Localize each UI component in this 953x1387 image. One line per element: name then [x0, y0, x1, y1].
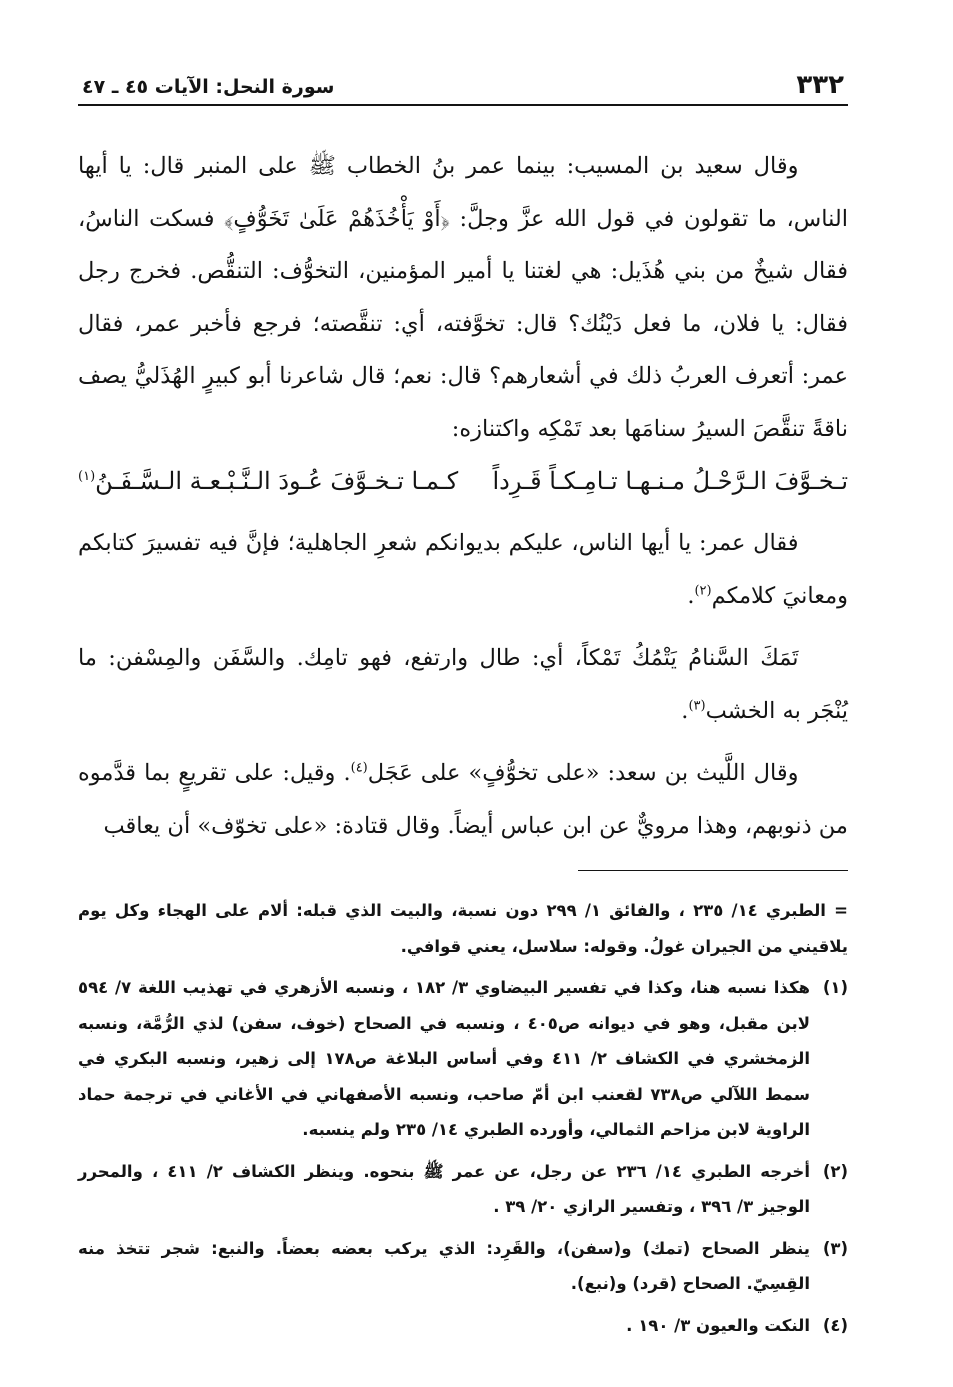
paragraph-3: [78, 632, 848, 737]
paragraph-4-text-b: . وقيل: على تقريعٍ بما قدَّموه من ذنوبهم، وهذا مرويٌّ عن ابن عباس أيضاً. وقال قتادة: «على تخوّف» أن يعاقب: [78, 760, 848, 839]
poem-verse: [78, 455, 848, 507]
poem-second-hemistich-wrap: [78, 455, 458, 507]
footnote-3: [78, 1231, 848, 1302]
footnote-ref-1: (١): [78, 469, 96, 484]
footnote-ref-2: (٢): [694, 583, 712, 598]
page-header: [78, 62, 848, 106]
paragraph-2: [78, 517, 848, 622]
footnote-continuation-text: = الطبري ١٤/ ٢٣٥ ، والفائق ١/ ٢٩٩ دون نسبة، والبيت الذي قبله: ألام على الهجاء وكل يوم يلاقيني من الجيران غولُ. وقوله: سلاسل، يعني قوافي.: [78, 901, 848, 956]
footnote-1: [78, 970, 848, 1148]
footnote-text: هكذا نسبه هنا، وكذا في تفسير البيضاوي ٣/ ١٨٢ ، ونسبه الأزهري في تهذيب اللغة ٧/ ٥٩٤ لابن مقبل، وهو في ديوانه ص٤٠٥ ، ونسبه في الصحاح (خوف، سفن) لذي الرُّمَّة، ونسبه الزمخشري في الكشاف ٢/ ٤١١ وفي أساس البلاغة ص١٧٨ إلى زهير، ونسبه البكري في سمط اللآلي ص٧٣٨ لقعنب ابن أمّ صاحب، ونسبه الأصفهاني في الأغاني في ترجمة حماد الراوية لابن مزاحم الثمالي، وأورده الطبري ١٤/ ٢٣٥ ولم ينسبه.: [78, 978, 810, 1139]
footnote-text: أخرجه الطبري ١٤/ ٢٣٦ عن رجل، عن عمر ﷺ بنحوه. وينظر الكشاف ٢/ ٤١١ ، والمحرر الوجيز ٣/ ٣٩٦ ، وتفسير الرازي ٢٠/ ٣٩ .: [78, 1161, 810, 1216]
poem-first-hemistich: تـخـوَّفَ الـرَّحْـلُ مـنـهـا تـامِـكـاً قَـرِداً: [492, 467, 848, 495]
footnote-separator: [578, 870, 848, 871]
footnote-text: ينظر الصحاح (تمك) و(سفن)، والقَرِد: الذي يركب بعضه بعضاً. والنبع: شجر تتخذ منه القِسِيّ. الصحاح (قرد) و(نبع).: [78, 1238, 810, 1293]
footnotes: [78, 893, 848, 1343]
footnote-number: (٢): [822, 1161, 848, 1181]
paragraph-1: وقال سعيد بن المسيب: بينما عمر بنُ الخطاب ﷺ على المنبر قال: يا أيها الناس، ما تقولون في قول الله عزَّ وجلَّ: ﴿أَوْ يَأْخُذَهُمْ عَلَىٰ تَخَوُّفٍ﴾ فسكت الناسُ، فقال شيخٌ من بني هُذَيل: هي لغتنا يا أمير المؤمنين، التخوُّف: التنقُّص. فخرج رجل فقال: يا فلان، ما فعل دَيْنُك؟ قال: تخوَّفته، أي: تنقَّصته؛ فرجع فأخبر عمر، فقال عمر: أتعرف العربُ ذلك في أشعارهم؟ قال: نعم؛ قال شاعرنا أبو كبيرٍ الهُذَليُّ يصف ناقةً تنقَّصَ السيرُ سنامَها بعد تَمْكِه واكتنازه:: [78, 153, 848, 442]
footnote-number: (١): [822, 978, 848, 997]
footnote-ref-3: (٣): [688, 698, 706, 713]
running-title: سورة النحل: الآيات ٤٥ ـ ٤٧: [82, 76, 335, 98]
paragraph-4: [78, 747, 848, 852]
poem-second-hemistich: كـمـا تـخـوَّفَ عُـودَ الـنَّـبْـعـة الـسَّـفَـنُ: [95, 467, 459, 495]
footnote-continuation: [78, 893, 848, 964]
footnote-text: النكت والعيون ٣/ ١٩٠ .: [626, 1315, 810, 1335]
footnote-ref-4: (٤): [350, 760, 368, 776]
paragraph-3-end: .: [681, 697, 689, 724]
paragraph-2-end: .: [687, 582, 695, 609]
page-number: ٣٣٢: [796, 70, 844, 100]
paragraph-2-text: فقال عمر: يا أيها الناس، عليكم بديوانكم شعرِ الجاهلية؛ فإنَّ فيه تفسيرَ كتابكم ومعانيَ كلامكم: [78, 530, 848, 609]
main-text: [78, 140, 848, 852]
paragraph-4-text-a: وقال اللَّيث بن سعد: «على تخوُّفٍ» على عَجَل: [367, 760, 799, 786]
footnote-4: [78, 1308, 848, 1344]
book-page: [78, 62, 848, 1349]
paragraph-3-text: تَمَكَ السَّنامُ يَتْمُكُ تَمْكاً، أي: طال وارتفع، فهو تامِك. والسَّفَن والمِسْفن: ما يُنْجَر به الخشب: [78, 645, 848, 724]
footnote-2: [78, 1154, 848, 1225]
footnote-number: (٣): [822, 1238, 848, 1258]
footnote-number: (٤): [822, 1315, 848, 1335]
